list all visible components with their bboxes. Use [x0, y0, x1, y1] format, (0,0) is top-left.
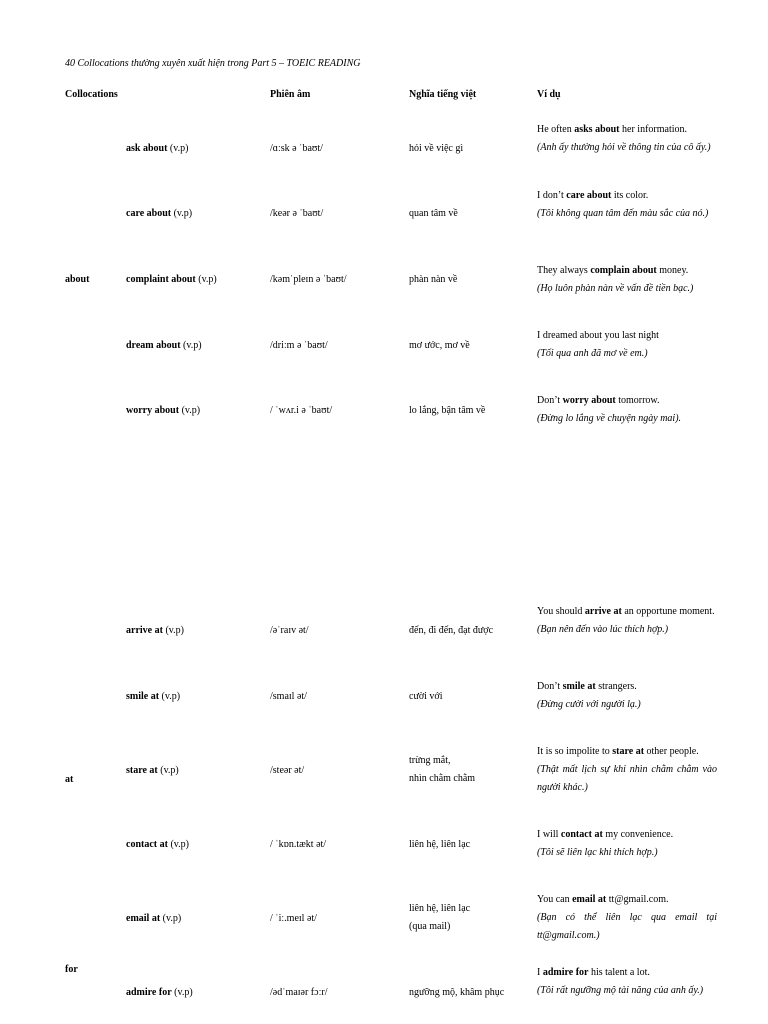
- example-block: [537, 327, 717, 363]
- ipa-text: / ˈiː.meɪl ət/: [270, 913, 317, 924]
- collocation-term: ask about (v.p): [126, 143, 189, 154]
- example-block: [537, 891, 717, 945]
- example-english: I will contact at my convenience.: [537, 829, 674, 840]
- ipa-text: /keər ə ˈbaʊt/: [270, 208, 324, 219]
- meaning-text: lo lắng, bận tâm về: [409, 405, 486, 416]
- example-vietnamese: (Họ luôn phàn nàn về vấn đề tiền bạc.): [537, 283, 694, 294]
- example-vietnamese: (Tối qua anh đã mơ về em.): [537, 348, 648, 359]
- example-english: I admire for his talent a lot.: [537, 967, 650, 978]
- example-block: [537, 262, 717, 298]
- meaning-text: liên hệ, liên lạc: [409, 839, 471, 850]
- meaning-text: liên hệ, liên lạc (qua mail): [409, 903, 471, 932]
- header-meaning: Nghĩa tiếng việt: [409, 89, 477, 100]
- example-block: [537, 121, 717, 157]
- example-vietnamese: (Bạn nên đến vào lúc thích hợp.): [537, 624, 669, 635]
- collocation-term: worry about (v.p): [126, 405, 201, 416]
- group-label-for: for: [65, 964, 78, 975]
- example-block: [537, 964, 717, 1000]
- example-vietnamese: (Tôi sẽ liên lạc khi thích hợp.): [537, 847, 658, 858]
- collocation-term: care about (v.p): [126, 208, 193, 219]
- header-collocations: Collocations: [65, 89, 118, 100]
- meaning-text: ngưỡng mộ, khâm phục: [409, 987, 505, 998]
- ipa-text: /əˈraɪv ət/: [270, 625, 309, 636]
- collocation-term: admire for (v.p): [126, 987, 193, 998]
- example-block: [537, 826, 717, 862]
- example-block: [537, 187, 717, 223]
- example-vietnamese: (Tôi rất ngưỡng mộ tài năng của anh ấy.): [537, 985, 704, 996]
- example-english: You can email at tt@gmail.com.: [537, 894, 669, 905]
- example-english: Don’t worry about tomorrow.: [537, 395, 660, 406]
- ipa-text: /steər ət/: [270, 765, 305, 776]
- example-english: They always complain about money.: [537, 265, 689, 276]
- ipa-text: /kəmˈpleɪn ə ˈbaʊt/: [270, 274, 347, 285]
- collocation-term: arrive at (v.p): [126, 625, 184, 636]
- example-block: [537, 743, 717, 797]
- example-vietnamese: (Thật mất lịch sự khi nhìn chằm chằm vào người khác.): [537, 764, 717, 793]
- meaning-text: đến, đi đến, đạt được: [409, 625, 494, 636]
- meaning-text: cười với: [409, 691, 443, 702]
- meaning-text: hỏi về việc gì: [409, 143, 464, 154]
- example-block: [537, 603, 717, 639]
- header-example: Ví dụ: [537, 89, 561, 100]
- example-english: I dreamed about you last night: [537, 330, 659, 341]
- ipa-text: /ɑːsk ə ˈbaʊt/: [270, 143, 323, 154]
- ipa-text: /smaɪl ət/: [270, 691, 307, 702]
- example-vietnamese: (Tôi không quan tâm đến màu sắc của nó.): [537, 208, 709, 219]
- example-english: I don’t care about its color.: [537, 190, 649, 201]
- example-english: You should arrive at an opportune moment.: [537, 606, 715, 617]
- header-ipa: Phiên âm: [270, 89, 311, 100]
- example-block: [537, 392, 717, 428]
- group-label-about: about: [65, 274, 90, 285]
- collocation-term: stare at (v.p): [126, 765, 179, 776]
- example-vietnamese: (Anh ấy thường hỏi về thông tin của cô ấy.): [537, 142, 711, 153]
- meaning-text: mơ ước, mơ về: [409, 340, 470, 351]
- ipa-text: /driːm ə ˈbaʊt/: [270, 340, 328, 351]
- meaning-text: phàn nàn về: [409, 274, 458, 285]
- example-english: Don’t smile at strangers.: [537, 681, 637, 692]
- meaning-text: quan tâm về: [409, 208, 458, 219]
- collocation-term: dream about (v.p): [126, 340, 202, 351]
- ipa-text: /ədˈmaɪər fɔːr/: [270, 987, 328, 998]
- collocation-term: smile at (v.p): [126, 691, 181, 702]
- example-vietnamese: (Đừng lo lắng về chuyện ngày mai).: [537, 413, 682, 424]
- collocation-term: contact at (v.p): [126, 839, 189, 850]
- example-block: [537, 678, 717, 714]
- collocation-term: complaint about (v.p): [126, 274, 217, 285]
- group-label-at: at: [65, 774, 74, 785]
- example-english: He often asks about her information.: [537, 124, 688, 135]
- example-vietnamese: (Đừng cười với người lạ.): [537, 699, 641, 710]
- example-vietnamese: (Bạn có thể liên lạc qua email tại tt@gmail.com.): [537, 912, 717, 941]
- ipa-text: / ˈkɒn.tækt ət/: [270, 839, 327, 850]
- meaning-text: trừng mắt, nhìn chằm chằm: [409, 755, 476, 784]
- example-english: It is so impolite to stare at other people.: [537, 746, 699, 757]
- collocation-term: email at (v.p): [126, 913, 182, 924]
- ipa-text: / ˈwʌr.i ə ˈbaʊt/: [270, 405, 333, 416]
- page-title: 40 Collocations thường xuyên xuất hiện trong Part 5 – TOEIC READING: [65, 58, 361, 69]
